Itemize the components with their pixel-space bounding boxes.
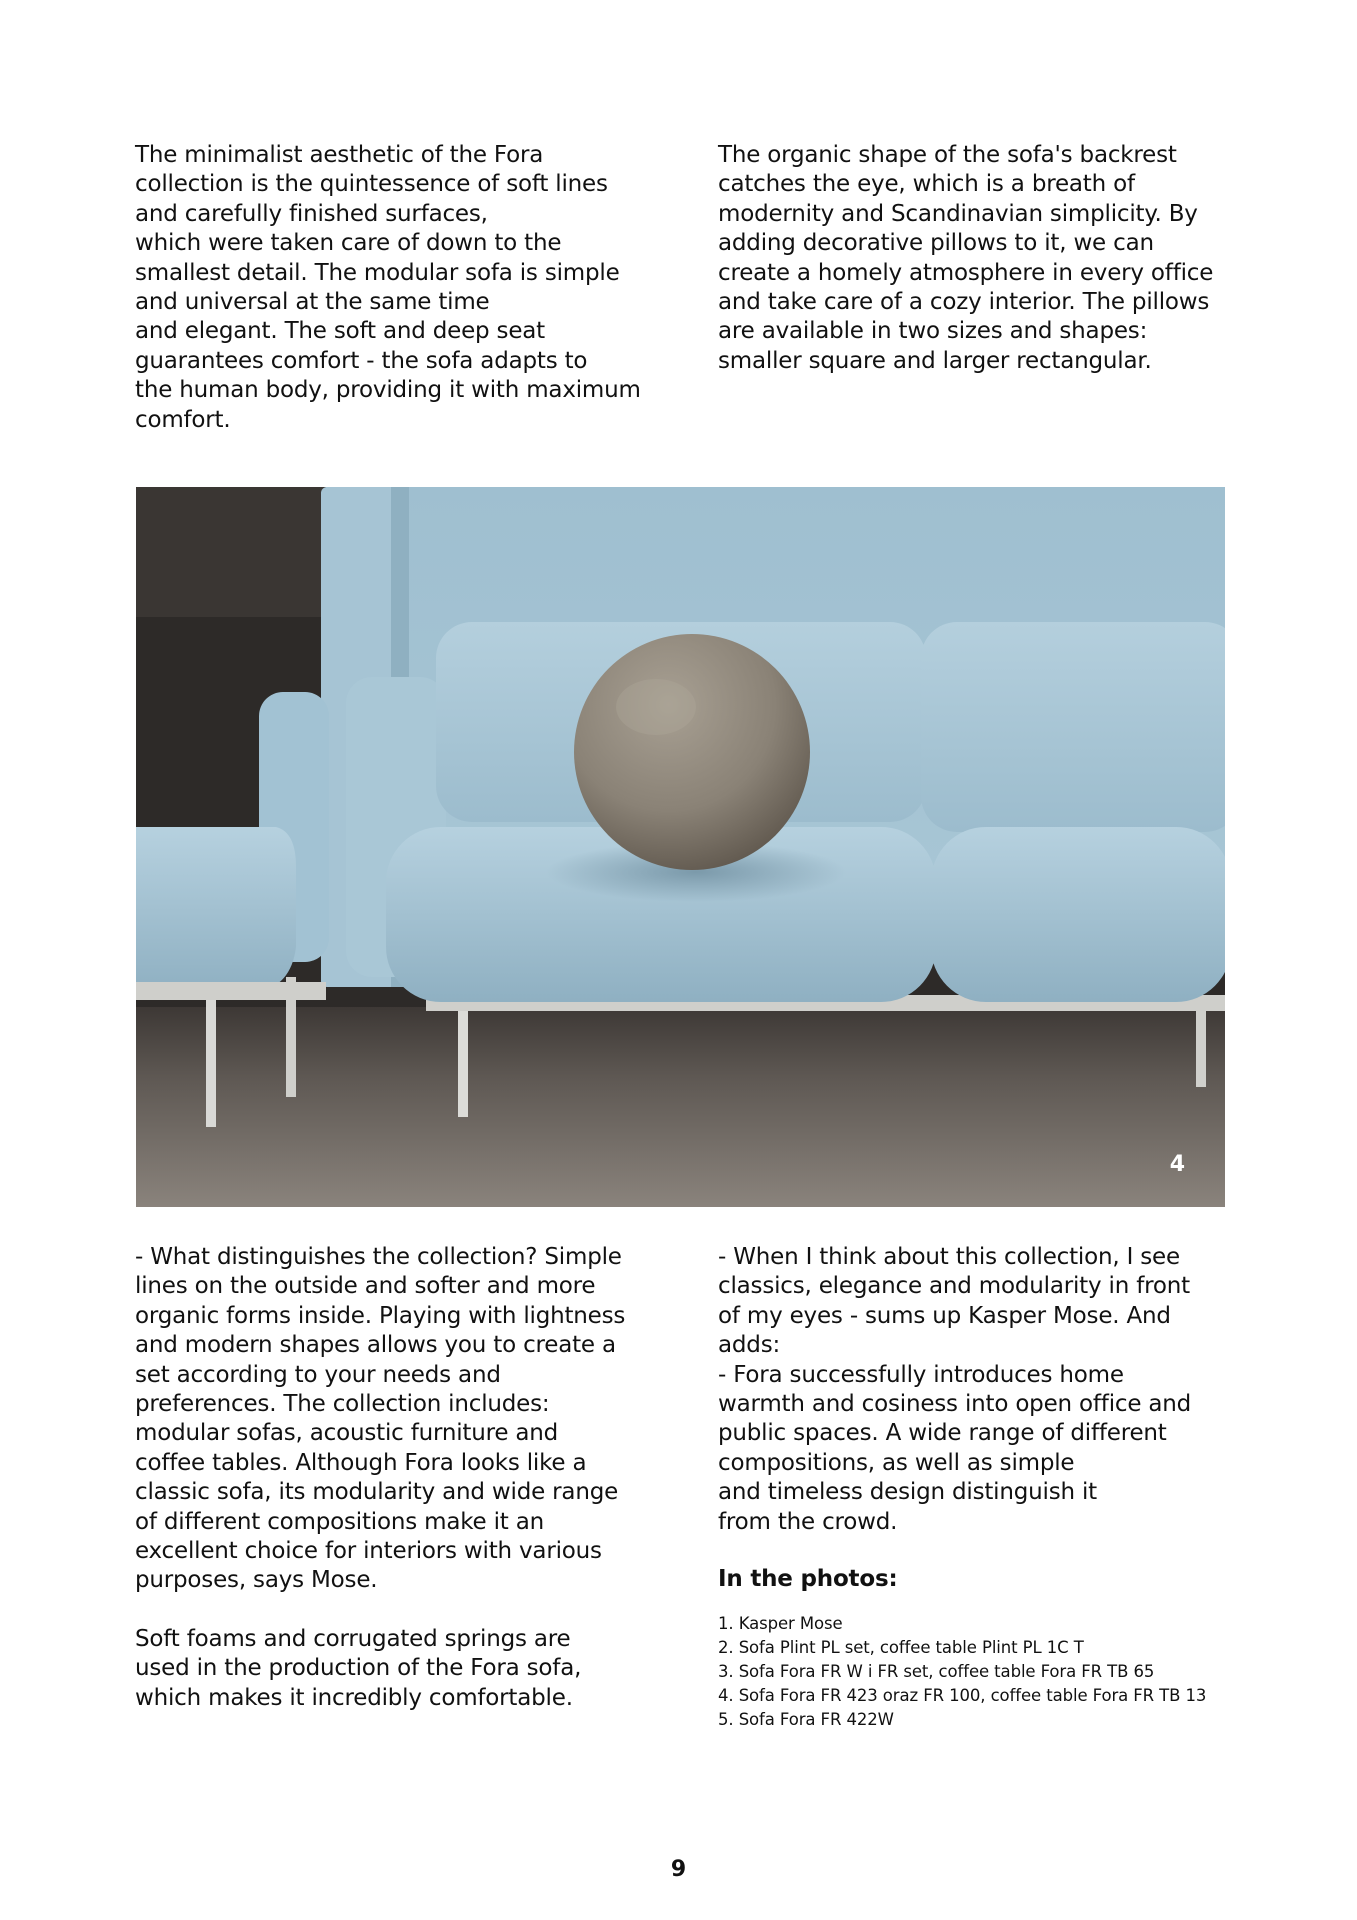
intro-paragraph-left: The minimalist aesthetic of the Fora collection is the quintessence of soft lines and carefully finished surfaces, which were taken care of down to the smallest detail. The modular sofa is simple and universal at the same time and elegant. The soft and deep seat guarantees comfort - the sofa adapts to the human body, providing it with maximum comfort.	[135, 142, 641, 433]
list-item: 3. Sofa Fora FR W i FR set, coffee table Fora FR TB 65	[718, 1662, 1155, 1682]
body-paragraph-right: - When I think about this collection, I see classics, elegance and modularity in front of my eyes - sums up Kasper Mose. And adds: - Fora successfully introduces home warmth and cosiness into open office and public spaces. A wide range of different compositions, as well as simple and timeless design distinguish it from the crowd.	[718, 1244, 1192, 1535]
page-number: 9	[670, 1857, 687, 1882]
list-item: 1. Kasper Mose	[718, 1614, 843, 1634]
list-item: 4. Sofa Fora FR 423 oraz FR 100, coffee table Fora FR TB 13	[718, 1686, 1207, 1706]
body-column-right	[718, 1243, 1238, 1732]
photo-number: 4	[1169, 1152, 1185, 1177]
list-item: 2. Sofa Plint PL set, coffee table Plint PL 1C T	[718, 1638, 1084, 1658]
intro-paragraph-right: The organic shape of the sofa's backrest catches the eye, which is a breath of modernity and Scandinavian simplicity. By adding decorative pillows to it, we can create a homely atmosphere in every office and take care of a cozy interior. The pillows are available in two sizes and shapes: smaller square and larger rectangular.	[718, 142, 1214, 374]
sofa-photo-illustration	[136, 487, 1225, 1207]
list-item: 5. Sofa Fora FR 422W	[718, 1710, 894, 1730]
body-column-left	[135, 1243, 655, 1713]
photos-list	[718, 1612, 1238, 1732]
body-paragraph-left-2: Soft foams and corrugated springs are used in the production of the Fora sofa, which makes it incredibly comfortable.	[135, 1625, 582, 1711]
sofa-photo	[136, 487, 1225, 1207]
intro-column-right	[718, 141, 1238, 376]
intro-column-left	[135, 141, 655, 435]
photos-heading: In the photos:	[718, 1566, 898, 1593]
body-paragraph-left-1: - What distinguishes the collection? Simple lines on the outside and softer and more organic forms inside. Playing with lightness and modern shapes allows you to create a set according to your needs and preferences. The collection includes: modular sofas, acoustic furniture and coffee tables. Although Fora looks like a classic sofa, its modularity and wide range of different compositions make it an excellent choice for interiors with various purposes, says Mose.	[135, 1244, 626, 1594]
